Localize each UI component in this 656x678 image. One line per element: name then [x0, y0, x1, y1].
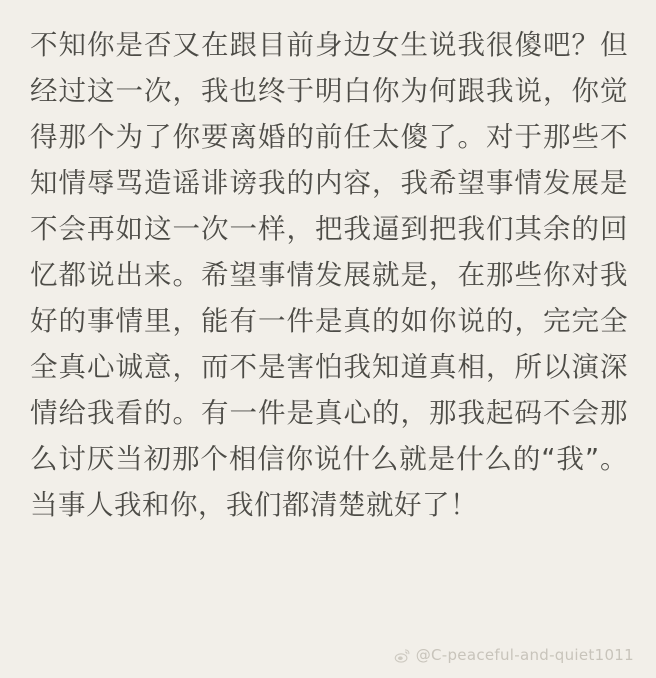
- watermark-handle: @C-peaceful-and-quiet1011: [415, 646, 634, 664]
- watermark: [394, 646, 634, 664]
- weibo-icon: [394, 647, 411, 664]
- document-body-text: 不知你是否又在跟目前身边女生说我很傻吧？但经过这一次，我也终于明白你为何跟我说，你觉得那个为了你要离婚的前任太傻了。对于那些不知情辱骂造谣诽谤我的内容，我希望事情发展是不会再如这一次一样，把我逼到把我们其余的回忆都说出来。希望事情发展就是，在那些你对我好的事情里，能有一件是真的如你说的，完完全全真心诚意，而不是害怕我知道真相，所以演深情给我看的。有一件是真心的，那我起码不会那么讨厌当初那个相信你说什么就是什么的“我”。当事人我和你，我们都清楚就好了！: [30, 29, 628, 521]
